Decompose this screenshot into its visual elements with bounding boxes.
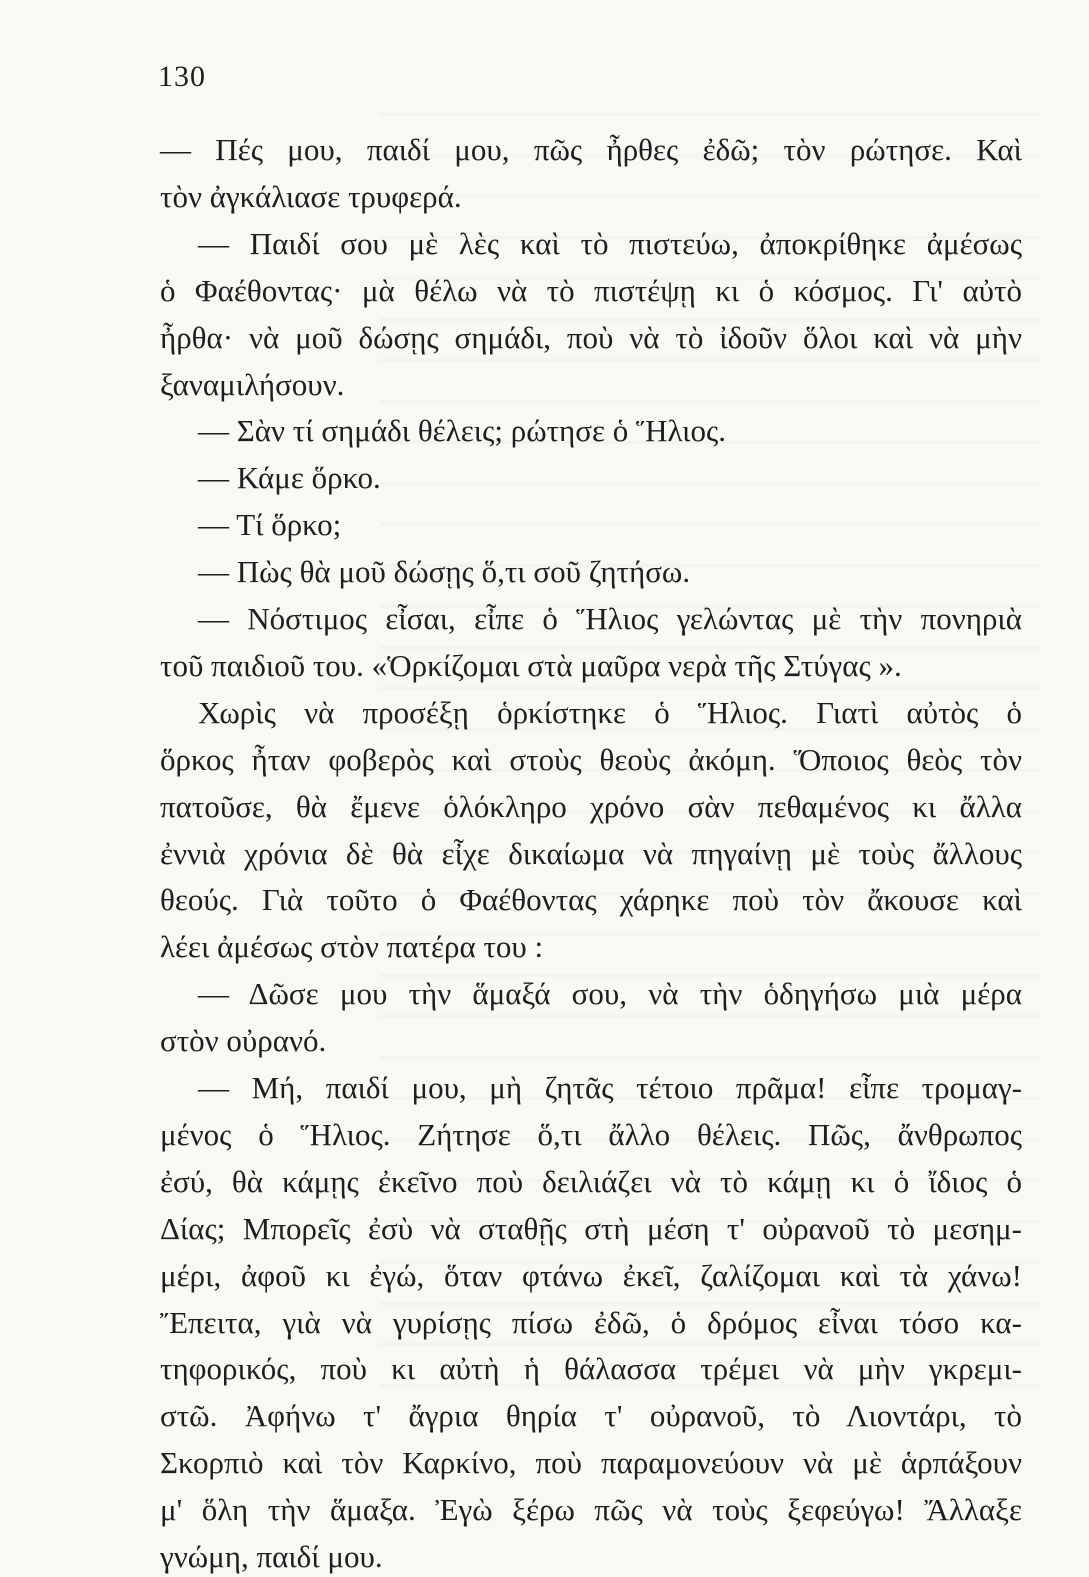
text-line: Σκορπιὸ καὶ τὸν Καρκίνο, ποὺ παραμονεύουν νὰ μὲ ἁρπάξουν	[160, 1445, 1022, 1480]
text-line: μένος ὁ Ἥλιος. Ζήτησε ὅ,τι ἄλλο θέλεις. Πῶς, ἄνθρωπος	[160, 1117, 1022, 1152]
text-line: — Πὼς θὰ μοῦ δώσῃς ὅ,τι σοῦ ζητήσω.	[198, 554, 691, 589]
text-line: — Μή, παιδί μου, μὴ ζητᾶς τέτοιο πρᾶμα! εἶπε τρομαγ-	[198, 1070, 1022, 1105]
text-line: ἐσύ, θὰ κάμῃς ἐκεῖνο ποὺ δειλιάζει νὰ τὸ κάμῃ κι ὁ ἴδιος ὁ	[160, 1164, 1022, 1199]
text-line: μ' ὅλη τὴν ἅμαξα. Ἐγὼ ξέρω πῶς νὰ τοὺς ξεφεύγω! Ἄλλαξε	[160, 1492, 1022, 1527]
text-line: — Σὰν τί σημάδι θέλεις; ρώτησε ὁ Ἥλιος.	[198, 413, 726, 448]
text-line: Δίας; Μπορεῖς ἐσὺ νὰ σταθῇς στὴ μέση τ' οὐρανοῦ τὸ μεσημ-	[160, 1211, 1022, 1246]
text-line: γνώμη, παιδί μου.	[160, 1539, 383, 1574]
page-number: 130	[158, 60, 206, 93]
text-line: — Πές μου, παιδί μου, πῶς ἦρθες ἐδῶ; τὸν ρώτησε. Καὶ	[160, 132, 1022, 167]
text-line: — Παιδί σου μὲ λὲς καὶ τὸ πιστεύω, ἀποκρίθηκε ἀμέσως	[198, 226, 1022, 261]
text-line: ὅρκος ἦταν φοβερὸς καὶ στοὺς θεοὺς ἀκόμη. Ὅποιος θεὸς τὸν	[160, 742, 1022, 777]
text-line: Ἔπειτα, γιὰ νὰ γυρίσῃς πίσω ἐδῶ, ὁ δρόμος εἶναι τόσο κα-	[160, 1305, 1022, 1340]
text-line: μέρι, ἀφοῦ κι ἐγώ, ὅταν φτάνω ἐκεῖ, ζαλίζομαι καὶ τὰ χάνω!	[160, 1258, 1022, 1293]
text-line: — Τί ὅρκο;	[198, 507, 342, 542]
text-line: — Δῶσε μου τὴν ἅμαξά σου, νὰ τὴν ὁδηγήσω μιὰ μέρα	[198, 976, 1022, 1011]
text-line: πατοῦσε, θὰ ἔμενε ὁλόκληρο χρόνο σὰν πεθαμένος κι ἄλλα	[160, 789, 1022, 824]
text-line: ὁ Φαέθοντας· μὰ θέλω νὰ τὸ πιστέψῃ κι ὁ κόσμος. Γι' αὐτὸ	[160, 273, 1022, 308]
text-line: στῶ. Ἀφήνω τ' ἄγρια θηρία τ' οὐρανοῦ, τὸ Λιοντάρι, τὸ	[160, 1398, 1022, 1433]
text-line: στὸν οὐρανό.	[160, 1023, 327, 1058]
text-line: ἦρθα· νὰ μοῦ δώσῃς σημάδι, ποὺ νὰ τὸ ἰδοῦν ὅλοι καὶ νὰ μὴν	[160, 320, 1022, 355]
text-line: ξαναμιλήσουν.	[160, 367, 345, 402]
text-line: ἐννιὰ χρόνια δὲ θὰ εἶχε δικαίωμα νὰ πηγαίνῃ μὲ τοὺς ἄλλους	[160, 836, 1022, 871]
text-line: τοῦ παιδιοῦ του. «Ὁρκίζομαι στὰ μαῦρα νερὰ τῆς Στύγας ».	[160, 648, 902, 683]
text-line: τὸν ἀγκάλιασε τρυφερά.	[160, 179, 462, 214]
text-line: Χωρὶς νὰ προσέξῃ ὁρκίστηκε ὁ Ἥλιος. Γιατὶ αὐτὸς ὁ	[198, 695, 1022, 730]
text-line: — Νόστιμος εἶσαι, εἶπε ὁ Ἥλιος γελώντας μὲ τὴν πονηριὰ	[198, 601, 1022, 636]
text-line: τηφορικός, ποὺ κι αὐτὴ ἡ θάλασσα τρέμει νὰ μὴν γκρεμι-	[160, 1351, 1022, 1386]
text-line: θεούς. Γιὰ τοῦτο ὁ Φαέθοντας χάρηκε ποὺ τὸν ἄκουσε καὶ	[160, 882, 1022, 917]
text-line: — Κάμε ὅρκο.	[198, 460, 381, 495]
text-line: λέει ἀμέσως στὸν πατέρα του :	[160, 929, 544, 964]
